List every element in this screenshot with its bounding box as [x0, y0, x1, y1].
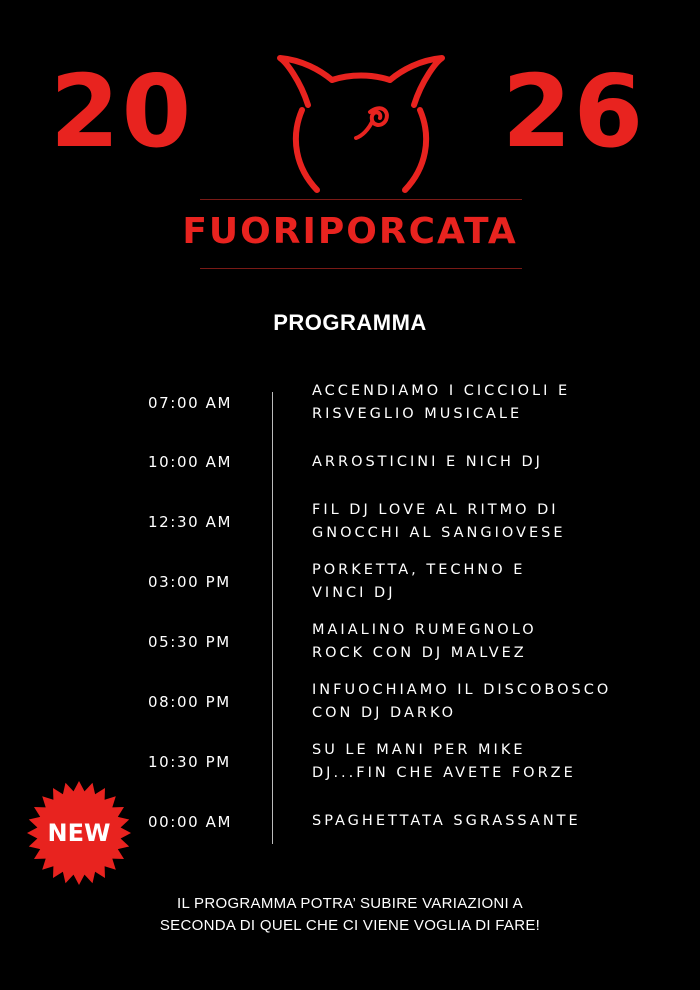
schedule-time: 12:30 AM	[148, 513, 232, 531]
schedule-activity: FIL DJ LOVE AL RITMO DI GNOCCHI AL SANGIOVESE	[312, 502, 566, 541]
schedule-activity: ARROSTICINI E NICH DJ	[312, 454, 543, 470]
program-title: PROGRAMMA	[273, 310, 427, 335]
year-right: 26	[502, 53, 646, 170]
footer-note	[0, 893, 700, 937]
schedule-time: 07:00 AM	[148, 394, 232, 412]
schedule-time: 03:00 PM	[148, 573, 231, 591]
new-badge-label: NEW	[47, 819, 111, 847]
brand-rule-bottom	[200, 268, 522, 269]
footer-line-2: SECONDA DI QUEL CHE CI VIENE VOGLIA DI FARE!	[159, 917, 541, 934]
schedule-activity: INFUOCHIAMO IL DISCOBOSCO CON DJ DARKO	[312, 682, 612, 721]
schedule-divider	[272, 392, 273, 844]
schedule-time: 10:30 PM	[148, 753, 231, 771]
schedule-activity: MAIALINO RUMEGNOLO ROCK CON DJ MALVEZ	[312, 622, 537, 661]
schedule-time: 08:00 PM	[148, 693, 231, 711]
brand-rule-top	[200, 199, 522, 200]
year-left: 20	[50, 53, 194, 170]
schedule-activity: SPAGHETTATA SGRASSANTE	[312, 813, 581, 829]
schedule-time: 10:00 AM	[148, 453, 232, 471]
schedule-activity: SU LE MANI PER MIKE DJ...FIN CHE AVETE FORZE	[312, 742, 576, 781]
footer-line-1: IL PROGRAMMA POTRA’ SUBIRE VARIAZIONI A	[177, 895, 523, 912]
schedule-activity: PORKETTA, TECHNO E VINCI DJ	[312, 562, 526, 601]
schedule-activity: ACCENDIAMO I CICCIOLI E RISVEGLIO MUSICALE	[312, 383, 571, 422]
brand-name: FUORIPORCATA	[182, 211, 518, 252]
pig-icon	[272, 50, 450, 200]
schedule-time: 05:30 PM	[148, 633, 231, 651]
schedule-time: 00:00 AM	[148, 813, 232, 831]
